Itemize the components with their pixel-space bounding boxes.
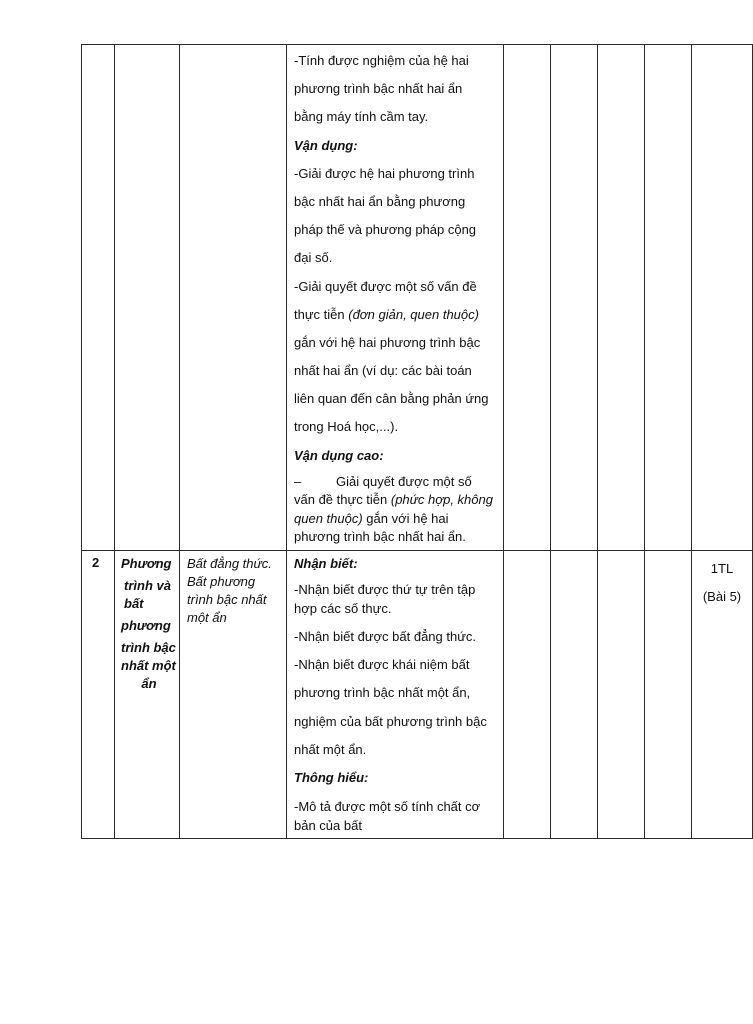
high-apply-line: – Giải quyết được một số bbox=[294, 473, 499, 492]
cell-number bbox=[82, 551, 115, 839]
cell-topic bbox=[180, 45, 287, 551]
requirement-line: liên quan đến cân bằng phản ứng bbox=[294, 391, 489, 407]
requirement-line: pháp thế và phương pháp cộng bbox=[294, 222, 477, 238]
row-number: 2 bbox=[92, 555, 100, 570]
requirement-line: -Tính được nghiệm của hệ hai bbox=[294, 53, 469, 68]
table-row bbox=[82, 45, 753, 551]
high-apply-line: phương trình bậc nhất hai ẩn. bbox=[294, 529, 466, 545]
level-heading: Nhận biết: bbox=[294, 556, 358, 571]
cell-level-4 bbox=[645, 551, 692, 839]
dash-bullet: – bbox=[294, 473, 302, 489]
requirement-line: -Giải quyết được một số vấn đề bbox=[294, 278, 477, 294]
cell-level-2 bbox=[551, 551, 598, 839]
cell-question-count bbox=[692, 45, 753, 551]
requirement-line: bằng máy tính cầm tay. bbox=[294, 109, 429, 125]
topic-title: Bất đẳng thức. Bất phương trình bậc nhất một ẩn bbox=[187, 556, 272, 625]
chapter-title: Phương trình và bất phương trình bậc nhất một ẩn bbox=[121, 556, 176, 691]
cell-level-4 bbox=[645, 45, 692, 551]
cell-chapter bbox=[115, 551, 180, 839]
high-apply-block bbox=[287, 470, 503, 547]
requirement-line: gắn với hệ hai phương trình bậc bbox=[294, 334, 481, 350]
cell-topic bbox=[180, 551, 287, 839]
requirement-line: nhất hai ẩn (ví dụ: các bài toán bbox=[294, 363, 472, 379]
cell-number bbox=[82, 45, 115, 551]
cell-requirements bbox=[287, 551, 504, 839]
requirement-line: trong Hoá học,...). bbox=[294, 419, 399, 435]
requirement-line: bậc nhất hai ẩn bằng phương bbox=[294, 193, 466, 209]
level-heading: Thông hiểu: bbox=[294, 769, 369, 785]
cell-requirements bbox=[287, 45, 504, 551]
cell-level-2 bbox=[551, 45, 598, 551]
cell-level-3 bbox=[598, 551, 645, 839]
cell-chapter bbox=[115, 45, 180, 551]
requirements-text bbox=[287, 45, 503, 470]
cell-question-count bbox=[692, 551, 753, 839]
requirements-text: Nhận biết: -Nhận biết được thứ tự trên tập hợp các số thực. -Nhận biết được bất đẳng thức. -Nhận biết được khái niệm bất phương trình bậc nhất một ẩn, nghiệm của bất phương trình bậc nhất một ẩn. Thông hiểu: -Mô tả được một số tính chất cơ bản của bất bbox=[287, 551, 503, 835]
requirement-line: -Giải được hệ hai phương trình bbox=[294, 165, 475, 181]
specification-table bbox=[81, 44, 753, 839]
requirement-line: thực tiễn (đơn giản, quen thuộc) bbox=[294, 306, 479, 322]
level-heading: Vận dụng cao: bbox=[294, 447, 384, 463]
requirement-line: đại số. bbox=[294, 250, 333, 266]
requirement-line: phương trình bậc nhất hai ẩn bbox=[294, 81, 463, 97]
level-heading: Vận dụng: bbox=[294, 137, 358, 153]
cell-level-1 bbox=[504, 551, 551, 839]
high-apply-line: quen thuộc) gắn với hệ hai bbox=[294, 510, 449, 526]
high-apply-line: vấn đề thực tiễn (phức hợp, không bbox=[294, 492, 493, 508]
cell-level-1 bbox=[504, 45, 551, 551]
question-count: 1TL (Bài 5) bbox=[702, 561, 742, 604]
cell-level-3 bbox=[598, 45, 645, 551]
table-row bbox=[82, 551, 753, 839]
